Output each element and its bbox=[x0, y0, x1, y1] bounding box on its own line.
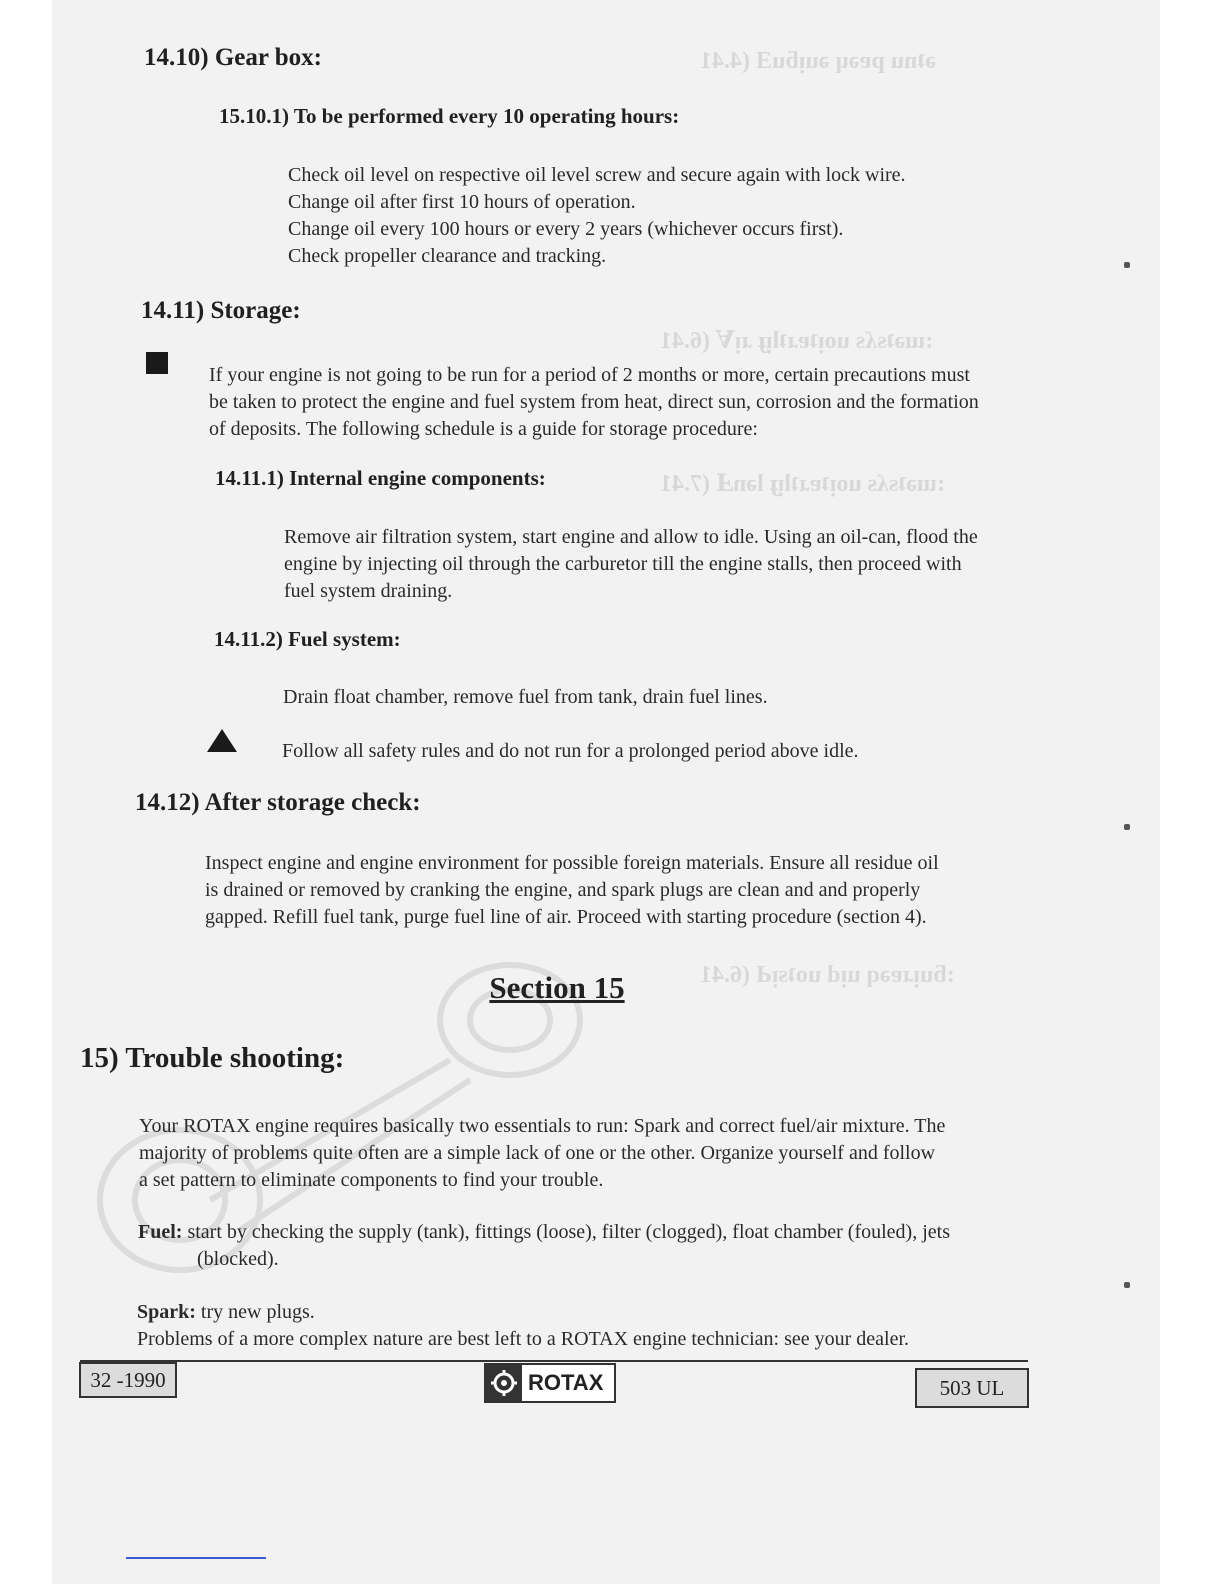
bleed-through-text: ǝʇnu pɐǝɥ ǝuᴉƃuƎ (4.41 bbox=[700, 48, 937, 74]
model-box: 503 UL bbox=[915, 1368, 1029, 1408]
fuel-system-heading: 14.11.2) Fuel system: bbox=[214, 627, 401, 651]
scan-mark bbox=[1124, 824, 1130, 830]
gear-box-checklist bbox=[288, 162, 906, 270]
gear-box-line: Check oil level on respective oil level screw and secure again with lock wire. bbox=[288, 164, 906, 186]
section-title: Section 15 bbox=[489, 970, 625, 1005]
internal-components-heading: 14.11.1) Internal engine components: bbox=[215, 466, 546, 490]
scan-mark bbox=[1124, 1282, 1130, 1288]
trouble-intro-line: Your ROTAX engine requires basically two essentials to run: Spark and correct fuel/air mixture. The bbox=[139, 1115, 946, 1137]
warning-triangle-icon bbox=[207, 729, 237, 752]
storage-intro bbox=[209, 362, 979, 443]
fuel-system-text bbox=[283, 684, 768, 711]
safety-warning-line: Follow all safety rules and do not run for a prolonged period above idle. bbox=[282, 740, 859, 762]
after-storage-line: Inspect engine and engine environment for possible foreign materials. Ensure all residue oil bbox=[205, 852, 939, 874]
bleed-through-text: :ƃuᴉɹɐǝq uᴉd uoʇsᴉԀ (6.41 bbox=[700, 962, 955, 988]
closing-text: Problems of a more complex nature are best left to a ROTAX engine technician: see your dealer. bbox=[137, 1328, 910, 1350]
gear-box-line: Check propeller clearance and tracking. bbox=[288, 245, 607, 267]
brand-name: ROTAX bbox=[528, 1370, 604, 1395]
rotax-logo bbox=[484, 1363, 616, 1403]
after-storage-text bbox=[205, 850, 939, 931]
storage-intro-line: If your engine is not going to be run for a period of 2 months or more, certain precautions must bbox=[209, 364, 970, 386]
scan-mark bbox=[1124, 262, 1130, 268]
trouble-shooting-heading: 15) Trouble shooting: bbox=[80, 1042, 345, 1074]
storage-intro-line: be taken to protect the engine and fuel system from heat, direct sun, corrosion and the formation bbox=[209, 391, 979, 413]
fuel-label: Fuel: bbox=[138, 1221, 183, 1243]
gear-box-heading: 14.10) Gear box: bbox=[144, 44, 322, 71]
trouble-shooting-intro bbox=[139, 1113, 945, 1194]
bleed-through-text: :ɯǝʇsʎs uoᴉʇɐɹʇlᴉɟ lǝnℲ (7.41 bbox=[660, 471, 945, 497]
trouble-intro-line: majority of problems quite often are a simple lack of one or the other. Organize yourself and follow bbox=[139, 1142, 936, 1164]
bottom-rule bbox=[126, 1557, 266, 1559]
bleed-through-text: :ɯǝʇsʎs uoᴉʇɐɹʇlᴉɟ ɹᴉⱯ (6.41 bbox=[660, 328, 934, 354]
storage-heading: 14.11) Storage: bbox=[141, 297, 301, 324]
spark-label: Spark: bbox=[137, 1301, 196, 1323]
internal-components-line: engine by injecting oil through the carburetor till the engine stalls, then proceed with bbox=[284, 553, 962, 575]
trouble-intro-line: a set pattern to eliminate components to find your trouble. bbox=[139, 1169, 604, 1191]
fuel-text-continued: (blocked). bbox=[197, 1248, 279, 1270]
fuel-text: start by checking the supply (tank), fittings (loose), filter (clogged), float chamber (fouled), jets bbox=[187, 1221, 950, 1243]
fuel-paragraph bbox=[138, 1219, 950, 1273]
fuel-system-line: Drain float chamber, remove fuel from tank, drain fuel lines. bbox=[283, 686, 768, 708]
after-storage-heading: 14.12) After storage check: bbox=[135, 789, 421, 816]
footer-rule bbox=[80, 1360, 1028, 1362]
gear-logo-icon bbox=[486, 1365, 522, 1401]
spark-paragraph bbox=[137, 1299, 909, 1353]
gear-box-line: Change oil after first 10 hours of operation. bbox=[288, 191, 636, 213]
internal-components-line: Remove air filtration system, start engine and allow to idle. Using an oil-can, flood the bbox=[284, 526, 978, 548]
gear-box-line: Change oil every 100 hours or every 2 years (whichever occurs first). bbox=[288, 218, 844, 240]
after-storage-line: is drained or removed by cranking the engine, and spark plugs are clean and and properly bbox=[205, 879, 921, 901]
after-storage-line: gapped. Refill fuel tank, purge fuel line of air. Proceed with starting procedure (section 4). bbox=[205, 906, 927, 928]
internal-components-text bbox=[284, 524, 978, 605]
internal-components-line: fuel system draining. bbox=[284, 580, 453, 602]
note-square-icon bbox=[146, 352, 168, 374]
spark-text: try new plugs. bbox=[200, 1301, 315, 1323]
page-ref-box: 32 -1990 bbox=[79, 1362, 177, 1398]
storage-intro-line: of deposits. The following schedule is a guide for storage procedure: bbox=[209, 418, 758, 440]
gear-box-subheading: 15.10.1) To be performed every 10 operating hours: bbox=[219, 104, 680, 128]
safety-warning-text bbox=[282, 738, 859, 765]
